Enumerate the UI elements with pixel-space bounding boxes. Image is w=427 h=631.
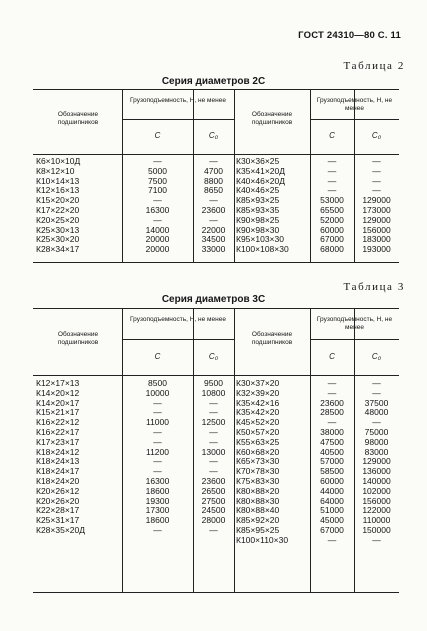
designation-cell: К40×46×20Д <box>236 175 285 186</box>
designation-cell: К25×30×13 <box>36 224 80 235</box>
c-value-cell: 40500 <box>320 446 344 457</box>
table-row <box>33 526 399 536</box>
c-value-cell: 14000 <box>145 224 170 235</box>
designation-cell: К15×20×20 <box>36 195 80 206</box>
designation-cell: К17×23×17 <box>36 436 80 447</box>
c0-value-cell: 83000 <box>364 446 389 457</box>
c0-value-cell: — <box>372 185 381 196</box>
designation-cell: К80×88×20 <box>236 485 280 496</box>
table-3-title: Серия диаметров 3С <box>161 294 266 305</box>
designation-cell: К18×24×13 <box>36 456 80 467</box>
designation-cell: К65×73×30 <box>236 456 280 467</box>
c-value-cell: 23600 <box>320 397 344 408</box>
c-value-cell: 38000 <box>320 426 344 437</box>
c0-value-cell: 140000 <box>362 475 391 486</box>
designation-cell: К85×95×25 <box>236 524 280 535</box>
table-2-label: Таблица 2 <box>343 60 405 72</box>
c-value-cell: — <box>327 156 337 166</box>
c-value-cell: — <box>153 156 162 166</box>
designation-cell: К16×22×12 <box>36 417 80 428</box>
designation-cell: К20×25×20 <box>36 214 80 225</box>
c0-value-cell: 13000 <box>201 446 226 457</box>
c0-header-right: C₀ <box>371 352 382 361</box>
c0-value-cell: 8800 <box>204 175 223 186</box>
designation-header: Обозначение подшипников <box>57 111 99 126</box>
c-value-cell: 57000 <box>320 456 344 467</box>
c0-value-cell: 102000 <box>362 485 391 496</box>
c-value-cell: 20000 <box>145 244 170 255</box>
c-value-cell: — <box>153 466 162 477</box>
designation-cell: К85×93×35 <box>236 204 280 215</box>
capacity-header: Грузоподъемность, Н, не менее <box>130 97 226 104</box>
designation-cell: К60×68×20 <box>236 446 280 457</box>
designation-cell: К25×31×17 <box>36 515 80 526</box>
capacity-header: Грузоподъемность, Н, не менее <box>130 316 226 323</box>
designation-cell: К28×35×20Д <box>36 524 85 535</box>
c-value-cell: — <box>327 378 337 388</box>
designation-cell: К35×42×20 <box>236 407 280 418</box>
c-value-cell: 44000 <box>320 485 344 496</box>
c0-value-cell: 22000 <box>201 224 226 235</box>
c-value-cell: — <box>327 165 337 176</box>
c0-value-cell: 173000 <box>362 204 391 215</box>
c0-value-cell: — <box>209 456 218 467</box>
c0-value-cell: — <box>209 156 218 166</box>
c0-value-cell: — <box>209 407 218 418</box>
designation-cell: К14×20×12 <box>36 387 80 398</box>
c-value-cell: — <box>327 175 337 186</box>
c-value-cell: 16300 <box>145 204 170 215</box>
designation-cell: К12×17×13 <box>36 378 80 388</box>
c0-value-cell: 156000 <box>362 224 391 235</box>
designation-cell: К40×46×25 <box>236 185 280 196</box>
designation-cell: К14×20×17 <box>36 397 80 408</box>
c0-value-cell: 4700 <box>204 165 223 176</box>
designation-cell: К20×26×20 <box>36 495 80 506</box>
c-value-cell: 58500 <box>320 466 344 477</box>
c0-value-cell: 183000 <box>362 234 391 245</box>
c0-value-cell: 110000 <box>362 515 391 526</box>
designation-cell: К35×41×20Д <box>236 165 285 176</box>
table-row <box>33 536 399 546</box>
c-value-cell: — <box>153 407 162 418</box>
designation-cell: К18×24×20 <box>36 475 80 486</box>
c0-value-cell: — <box>209 524 218 535</box>
c-value-cell: 45000 <box>320 515 344 526</box>
table-2-body <box>33 157 399 255</box>
c0-value-cell: 24500 <box>201 505 226 516</box>
designation-header-right: Обозначение подшипников <box>251 111 293 126</box>
designation-cell: К8×12×10 <box>36 165 75 176</box>
c-value-cell: 53000 <box>320 195 344 206</box>
c-value-cell: 67000 <box>320 234 344 245</box>
c0-value-cell: 98000 <box>364 436 389 447</box>
c-value-cell: — <box>153 195 162 206</box>
c-value-cell: — <box>153 436 162 447</box>
c-value-cell: 64000 <box>320 495 344 506</box>
c-value-cell: — <box>327 534 337 545</box>
c0-value-cell: 156000 <box>362 495 391 506</box>
c-value-cell: 19300 <box>145 495 170 506</box>
c0-value-cell: — <box>372 175 381 186</box>
c0-value-cell: — <box>372 165 381 176</box>
c0-header: C₀ <box>208 131 219 140</box>
c-value-cell: — <box>327 387 337 398</box>
c-value-cell: 51000 <box>320 505 344 516</box>
c-value-cell: 11200 <box>145 446 169 457</box>
designation-cell: К35×42×16 <box>236 397 280 408</box>
designation-cell: К30×36×25 <box>236 156 280 166</box>
designation-cell: К6×10×10Д <box>36 156 81 166</box>
designation-cell: К80×88×40 <box>236 505 280 516</box>
designation-cell: К45×52×20 <box>236 417 280 428</box>
c-value-cell: 60000 <box>320 224 344 235</box>
c-header-right: C <box>329 131 335 140</box>
designation-header: Обозначение подшипников <box>57 331 99 346</box>
c0-value-cell: 193000 <box>362 244 391 255</box>
table-3-header <box>33 309 399 376</box>
capacity-header-right: Грузоподъемность, Н, не менее <box>316 316 393 331</box>
c0-value-cell: 122000 <box>362 505 391 516</box>
table-row <box>33 245 399 255</box>
c0-value-cell: 129000 <box>362 456 391 467</box>
table-3-label: Таблица 3 <box>343 281 405 293</box>
c-value-cell: — <box>327 417 337 428</box>
designation-cell: К75×83×30 <box>236 475 280 486</box>
c0-header-right: C₀ <box>371 131 382 140</box>
c0-value-cell: — <box>209 466 218 477</box>
c-value-cell: 60000 <box>320 475 344 486</box>
designation-cell: К70×78×30 <box>236 466 280 477</box>
designation-cell: К18×24×17 <box>36 466 80 477</box>
c-value-cell: 65500 <box>320 204 344 215</box>
c0-value-cell: 9500 <box>204 378 223 388</box>
c0-value-cell: 10800 <box>201 387 226 398</box>
c-value-cell: 10000 <box>145 387 170 398</box>
c0-value-cell: 75000 <box>364 426 389 437</box>
c0-value-cell: — <box>209 436 218 447</box>
c0-value-cell: 8650 <box>204 185 223 196</box>
c-header: C <box>154 131 161 140</box>
c-value-cell: — <box>153 524 162 535</box>
designation-cell: К16×22×17 <box>36 426 80 437</box>
designation-cell: К80×88×30 <box>236 495 280 506</box>
designation-cell: К20×26×12 <box>36 485 80 496</box>
c-header-right: C <box>329 352 335 361</box>
table-3 <box>33 308 399 593</box>
designation-cell: К15×21×17 <box>36 407 80 418</box>
designation-cell: К12×16×13 <box>36 185 80 196</box>
c0-value-cell: — <box>209 195 218 206</box>
c0-value-cell: — <box>372 417 381 428</box>
c0-value-cell: — <box>209 214 218 225</box>
table-3-body <box>33 379 399 546</box>
c-value-cell: 28500 <box>320 407 344 418</box>
c-value-cell: — <box>153 456 162 467</box>
c-value-cell: 11000 <box>145 417 169 428</box>
c0-value-cell: 37500 <box>364 397 389 408</box>
c-value-cell: — <box>153 397 162 408</box>
c-value-cell: 5000 <box>148 165 167 176</box>
page-header: ГОСТ 24310—80 С. 11 <box>298 30 401 41</box>
c-value-cell: — <box>153 426 162 437</box>
designation-cell: К85×93×25 <box>236 195 280 206</box>
c0-value-cell: 129000 <box>362 195 391 206</box>
c0-value-cell: 48000 <box>364 407 389 418</box>
capacity-header-right: Грузоподъемность, Н, не менее <box>316 97 393 112</box>
c-value-cell: 7500 <box>148 175 167 186</box>
c0-value-cell: 136000 <box>362 466 391 477</box>
c-header: C <box>154 352 161 361</box>
c0-value-cell: — <box>209 426 218 437</box>
c-value-cell: 52000 <box>320 214 344 225</box>
designation-cell: К30×37×20 <box>236 378 280 388</box>
c-value-cell: 17300 <box>145 505 170 516</box>
table-2-header <box>33 90 399 155</box>
c0-header: C₀ <box>208 352 219 361</box>
c0-value-cell: 33000 <box>201 244 226 255</box>
designation-cell: К10×14×13 <box>36 175 80 186</box>
c0-value-cell: 27500 <box>201 495 226 506</box>
c0-value-cell: 23600 <box>201 475 226 486</box>
c-value-cell: 67000 <box>320 524 344 535</box>
c0-value-cell: — <box>372 534 381 545</box>
c-value-cell: — <box>153 214 162 225</box>
c-value-cell: 7100 <box>148 185 167 196</box>
c-value-cell: — <box>327 185 337 196</box>
designation-cell: К32×39×20 <box>236 387 280 398</box>
c-value-cell: 20000 <box>145 234 170 245</box>
designation-cell: К28×34×17 <box>36 244 80 255</box>
designation-cell: К90×98×30 <box>236 224 280 235</box>
c0-value-cell: 23600 <box>201 204 226 215</box>
c0-value-cell: — <box>372 387 381 398</box>
c0-value-cell: 129000 <box>362 214 391 225</box>
c-value-cell: 16300 <box>145 475 170 486</box>
table-2-title: Серия диаметров 2С <box>161 76 266 87</box>
c0-value-cell: — <box>372 378 381 388</box>
c0-value-cell: 28000 <box>201 515 226 526</box>
designation-cell: К22×28×17 <box>36 505 80 516</box>
c-value-cell: 47500 <box>320 436 344 447</box>
designation-cell: К90×98×25 <box>236 214 280 225</box>
c-value-cell: 18600 <box>145 515 170 526</box>
c0-value-cell: — <box>372 156 381 166</box>
designation-cell: К55×63×25 <box>236 436 280 447</box>
designation-cell: К50×57×20 <box>236 426 280 437</box>
designation-cell: К100×108×30 <box>236 244 289 255</box>
designation-cell: К85×92×20 <box>236 515 280 526</box>
c0-value-cell: 34500 <box>201 234 226 245</box>
c0-value-cell: 150000 <box>362 524 391 535</box>
designation-cell: К95×103×30 <box>236 234 284 245</box>
c0-value-cell: 26500 <box>201 485 226 496</box>
c-value-cell: 18600 <box>145 485 170 496</box>
designation-cell: К100×110×30 <box>236 534 289 545</box>
c0-value-cell: 12500 <box>201 417 226 428</box>
designation-cell: К25×30×20 <box>36 234 80 245</box>
c-value-cell: 8500 <box>148 378 167 388</box>
c0-value-cell: — <box>209 397 218 408</box>
designation-cell: К17×22×20 <box>36 204 80 215</box>
c-value-cell: 68000 <box>320 244 344 255</box>
designation-header-right: Обозначение подшипников <box>251 331 293 346</box>
designation-cell: К18×24×12 <box>36 446 80 457</box>
table-2 <box>33 89 399 263</box>
